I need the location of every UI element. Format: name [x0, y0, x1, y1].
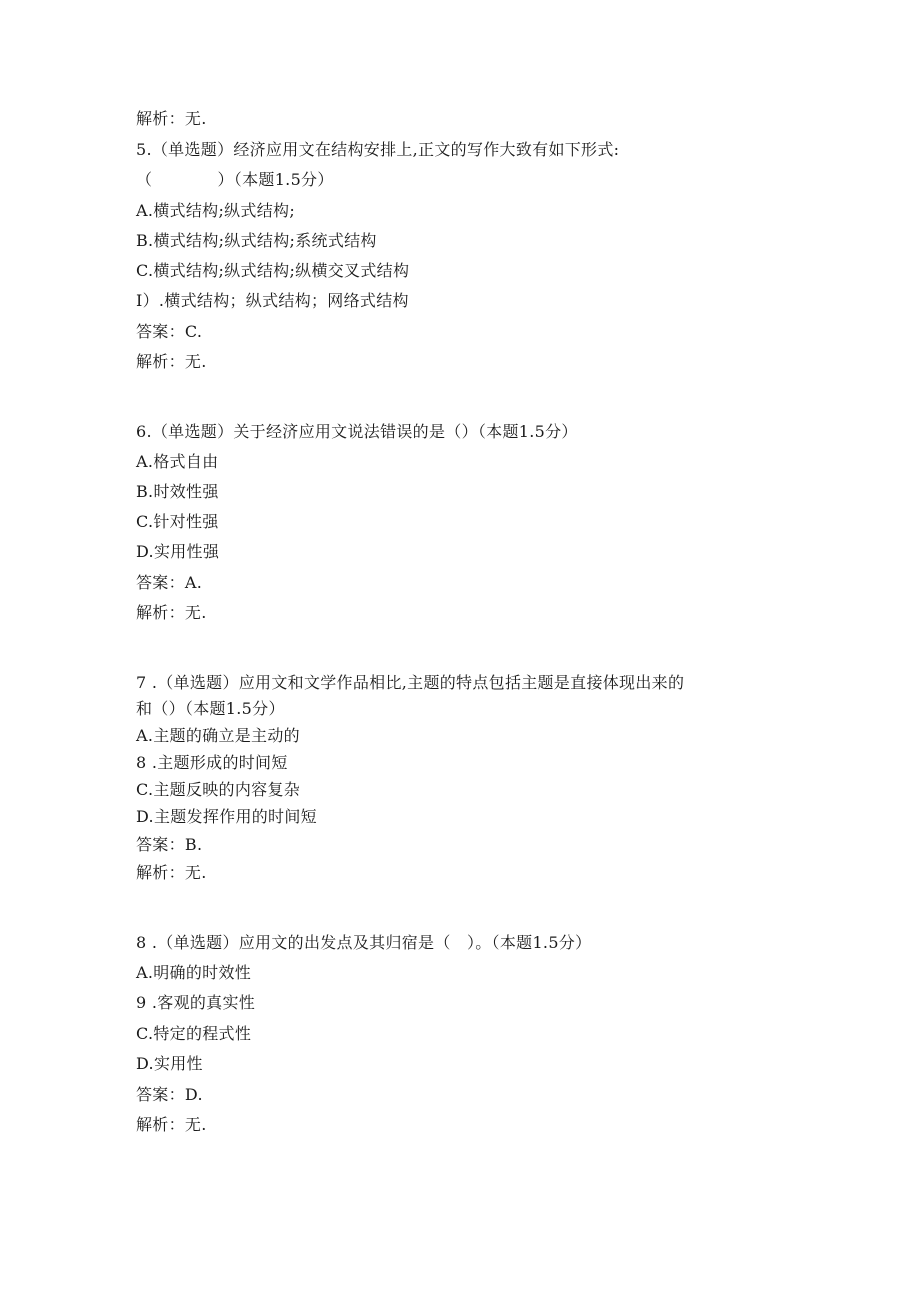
question-6-option-a: A.格式自由	[136, 452, 219, 471]
question-6-stem: 6.（单选题）关于经济应用文说法错误的是（）（本题1.5分）	[136, 422, 578, 441]
question-8-option-d: D.实用性	[136, 1054, 203, 1073]
question-8-option-b: 9 .客观的真实性	[136, 993, 256, 1012]
question-6-option-d: D.实用性强	[136, 542, 220, 561]
question-5-stem: 5.（单选题）经济应用文在结构安排上,正文的写作大致有如下形式:	[136, 140, 620, 159]
question-7-option-c: C.主题反映的内容复杂	[136, 780, 301, 799]
question-5-analysis: 解析：无.	[136, 352, 207, 371]
question-6-answer: 答案：A.	[136, 573, 203, 592]
question-6-analysis: 解析：无.	[136, 603, 207, 622]
question-6-option-b: B.时效性强	[136, 482, 219, 501]
question-8-answer: 答案：D.	[136, 1085, 203, 1104]
question-7-stem: 7 .（单选题）应用文和文学作品相比,主题的特点包括主题是直接体现出来的	[136, 673, 685, 692]
question-8-stem: 8 .（单选题）应用文的出发点及其归宿是（ ）。（本题1.5分）	[136, 933, 592, 952]
question-7-stem-cont: 和（）（本题1.5分）	[136, 699, 285, 718]
question-8-option-a: A.明确的时效性	[136, 963, 252, 982]
question-5-option-b: B.横式结构;纵式结构;系统式结构	[136, 231, 377, 250]
question-8-option-c: C.特定的程式性	[136, 1024, 252, 1043]
question-7-analysis: 解析：无.	[136, 863, 207, 882]
analysis-line: 解析：无.	[136, 109, 207, 128]
question-5-option-c: C.横式结构;纵式结构;纵横交叉式结构	[136, 261, 410, 280]
question-5-answer: 答案：C.	[136, 322, 203, 341]
question-7-answer: 答案：B.	[136, 835, 203, 854]
question-7-option-b: 8 .主题形成的时间短	[136, 753, 288, 772]
question-5-option-d: I）.横式结构；纵式结构；网络式结构	[136, 291, 409, 310]
question-8-analysis: 解析：无.	[136, 1115, 207, 1134]
question-5-option-a: A.横式结构;纵式结构;	[136, 201, 296, 220]
question-6-option-c: C.针对性强	[136, 512, 219, 531]
question-7-option-a: A.主题的确立是主动的	[136, 726, 300, 745]
question-7-option-d: D.主题发挥作用的时间短	[136, 807, 317, 826]
question-5-stem-cont: （ ）（本题1.5分）	[136, 170, 334, 189]
